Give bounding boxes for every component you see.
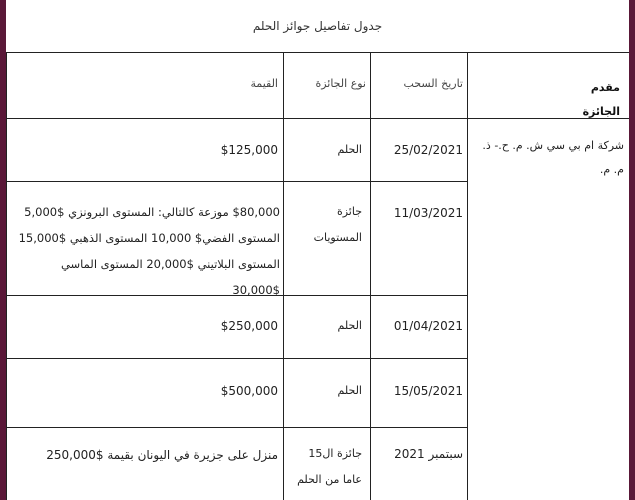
divider — [6, 181, 467, 182]
row-3-value: $250,000 — [220, 319, 278, 333]
row-4-date: 15/05/2021 — [393, 384, 463, 398]
row-1-date: 25/02/2021 — [393, 143, 463, 157]
row-5-type: جائزة ال15 عاما من الحلم — [297, 447, 362, 486]
row-2-type: جائزة المستويات — [313, 205, 362, 244]
divider — [283, 52, 284, 500]
row-1-value: $125,000 — [220, 143, 278, 157]
divider — [370, 52, 371, 500]
row-1-type: الحلم — [337, 143, 362, 156]
row-2-date: 11/03/2021 — [393, 206, 463, 220]
divider — [6, 427, 467, 428]
row-5-date: سبتمبر 2021 — [394, 447, 463, 461]
presenter-name: شركة ام بي سي ش. م. ح.- ذ. م. م. — [482, 139, 624, 176]
divider — [6, 358, 467, 359]
row-2-value: $80,000 موزعة كالتالي: المستوى البرونزي $5,000 المستوى الفضي$ 10,000 المستوى الذهبي $15,000 المستوى البلاتيني $20,000 المستوى الماسي $30,000 — [18, 205, 280, 297]
divider — [6, 52, 7, 500]
header-prize-type: نوع الجائزة — [315, 77, 366, 90]
header-draw-date: تاريخ السحب — [403, 77, 463, 90]
row-4-type: الحلم — [337, 384, 362, 397]
row-5-value: منزل على جزيرة في اليونان بقيمة $250,000 — [46, 448, 278, 462]
divider — [467, 52, 468, 500]
row-3-date: 01/04/2021 — [393, 319, 463, 333]
header-value: القيمة — [250, 77, 278, 90]
row-3-type: الحلم — [337, 319, 362, 332]
header-presenter: مقدم الجائزة — [582, 81, 620, 118]
row-4-value: $500,000 — [220, 384, 278, 398]
divider — [6, 118, 629, 119]
table-caption: جدول تفاصيل جوائز الحلم — [6, 0, 629, 53]
